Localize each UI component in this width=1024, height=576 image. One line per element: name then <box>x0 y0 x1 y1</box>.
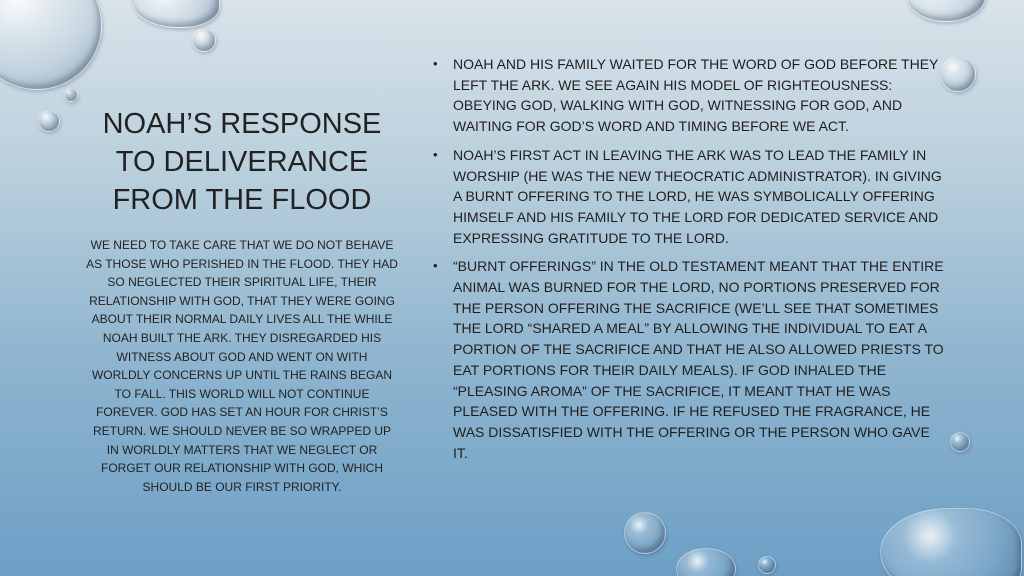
water-drop-decoration <box>676 548 736 576</box>
bullet-item <box>432 54 947 137</box>
bullet-text: “BURNT OFFERINGS” IN THE OLD TESTAMENT MEANT THAT THE ENTIRE ANIMAL WAS BURNED FOR THE LORD, NO PORTIONS PRESERVED FOR THE PERSON OFFERING THE SACRIFICE (WE’LL SEE THAT SOMETIMES THE LORD “SHARED A MEAL” BY ALLOWING THE INDIVIDUAL TO EAT A PORTION OF THE SACRIFICE AND THAT HE ALSO ALLOWED PRIESTS TO EAT PORTIONS FOR THEIR DAILY MEALS). IF GOD INHALED THE “PLEASING AROMA” OF THE SACRIFICE, IT MEANT THAT HE WAS PLEASED WITH THE OFFERING. IF HE REFUSED THE FRAGRANCE, HE WAS DISSATISFIED WITH THE OFFERING OR THE PERSON WHO GAVE IT. <box>453 258 944 461</box>
water-drop-decoration <box>132 0 220 28</box>
bullet-text: NOAH’S FIRST ACT IN LEAVING THE ARK WAS TO LEAD THE FAMILY IN WORSHIP (HE WAS THE NEW THEOCRATIC ADMINISTRATOR). IN GIVING A BURNT OFFERING TO THE LORD, HE WAS SYMBOLICALLY OFFERING HIMSELF AND HIS FAMILY TO THE LORD FOR DEDICATED SERVICE AND EXPRESSING GRATITUDE TO THE LORD. <box>453 146 942 246</box>
bullet-list <box>432 54 947 471</box>
slide-subtitle: WE NEED TO TAKE CARE THAT WE DO NOT BEHAVE AS THOSE WHO PERISHED IN THE FLOOD. THEY HAD SO NEGLECTED THEIR SPIRITUAL LIFE, THEIR RELATIONSHIP WITH GOD, THAT THEY WERE GOING ABOUT THEIR NORMAL DAILY LIVES ALL THE WHILE NOAH BUILT THE ARK. THEY DISREGARDED HIS WITNESS ABOUT GOD AND WENT ON WITH WORLDLY CONCERNS UP UNTIL THE RAINS BEGAN TO FALL. THIS WORLD WILL NOT CONTINUE FOREVER. GOD HAS SET AN HOUR FOR CHRIST’S RETURN. WE SHOULD NEVER BE SO WRAPPED UP IN WORLDLY MATTERS THAT WE NEGLECT OR FORGET OUR RELATIONSHIP WITH GOD, WHICH SHOULD BE OUR FIRST PRIORITY. <box>86 238 398 494</box>
bullet-item <box>432 145 947 249</box>
water-drop-decoration <box>64 88 78 102</box>
bullet-item <box>432 256 947 463</box>
bullet-text: NOAH AND HIS FAMILY WAITED FOR THE WORD OF GOD BEFORE THEY LEFT THE ARK. WE SEE AGAIN HIS MODEL OF RIGHTEOUSNESS: OBEYING GOD, WALKING WITH GOD, WITNESSING FOR GOD, AND WAITING FOR GOD’S WORD AND TIMING BEFORE WE ACT. <box>453 56 939 135</box>
bullet-dot: • <box>433 56 438 71</box>
water-drop-decoration <box>880 508 1022 576</box>
water-drop-decoration <box>192 28 216 52</box>
bullet-dot: • <box>433 258 438 274</box>
water-drop-decoration <box>0 0 102 90</box>
water-drop-decoration <box>758 556 776 574</box>
slide-title: NOAH’S RESPONSE TO DELIVERANCE FROM THE FLOOD <box>102 108 382 216</box>
water-drop-decoration <box>906 0 986 22</box>
water-drop-decoration <box>38 110 60 132</box>
water-drop-decoration <box>624 512 666 554</box>
water-drop-decoration <box>950 432 970 452</box>
bullet-dot: • <box>433 146 438 162</box>
